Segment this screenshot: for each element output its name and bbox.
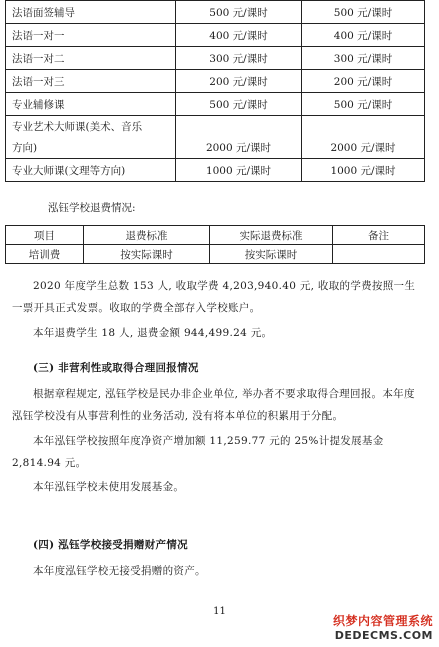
paragraph-development-fund: 本年泓钰学校按照年度净资产增加额 11,259.77 元的 25%计提发展基金 2,814.94 元。 xyxy=(12,435,384,469)
paragraph-fund-usage: 本年泓钰学校未使用发展基金。 xyxy=(33,481,185,493)
watermark xyxy=(333,612,433,642)
actual-fee: 500 元/课时 xyxy=(302,93,425,116)
table-cell: 按实际课时 xyxy=(210,245,333,264)
actual-fee: 1000 元/课时 xyxy=(302,159,425,182)
refund-table xyxy=(5,225,425,264)
column-header: 备注 xyxy=(333,226,425,245)
actual-fee: 2000 元/课时 xyxy=(302,137,425,159)
course-name: 专业辅修课 xyxy=(6,93,176,116)
table-cell: 培训费 xyxy=(6,245,84,264)
course-name: 法语一对一 xyxy=(6,24,176,47)
fee-standard: 1000 元/课时 xyxy=(176,159,302,182)
paragraph-refunds: 本年退费学生 18 人, 退费金额 944,499.24 元。 xyxy=(33,327,273,339)
paragraph-nonprofit: 根据章程规定, 泓钰学校是民办非企业单位, 举办者不要求取得合理回报。本年度泓钰学校没有从事营利性的业务活动, 没有将本单位的积累用于分配。 xyxy=(12,388,415,422)
table-row xyxy=(6,1,425,24)
actual-fee: 200 元/课时 xyxy=(302,70,425,93)
paragraph-students-fees: 2020 年度学生总数 153 人, 收取学费 4,203,940.40 元, 收取的学费按照一生一票开具正式发票。收取的学费全部存入学校账户。 xyxy=(12,280,416,314)
table-row xyxy=(6,159,425,182)
table-cell xyxy=(333,245,425,264)
section-heading-3: (三) 非营利性或取得合理回报情况 xyxy=(33,362,199,374)
column-header: 项目 xyxy=(6,226,84,245)
table-row xyxy=(6,93,425,116)
course-name: 专业大师课(文理等方向) xyxy=(6,159,176,182)
course-name-line2: 方向) xyxy=(6,137,176,159)
actual-fee: 400 元/课时 xyxy=(302,24,425,47)
table-row xyxy=(6,70,425,93)
table-row xyxy=(6,116,425,138)
paragraph-donations: 本年度泓钰学校无接受捐赠的资产。 xyxy=(33,565,206,577)
watermark-en: DEDECMS.COM xyxy=(334,629,433,642)
course-name: 法语面签辅导 xyxy=(6,1,176,24)
table-header-row xyxy=(6,226,425,245)
table-row xyxy=(6,137,425,159)
course-name: 法语一对二 xyxy=(6,47,176,70)
fee-standard: 200 元/课时 xyxy=(176,70,302,93)
table-row xyxy=(6,24,425,47)
fee-standard: 300 元/课时 xyxy=(176,47,302,70)
course-name-line1: 专业艺术大师课(美术、音乐 xyxy=(6,116,176,138)
fee-standard: 500 元/课时 xyxy=(176,1,302,24)
actual-fee: 500 元/课时 xyxy=(302,1,425,24)
fee-standard: 400 元/课时 xyxy=(176,24,302,47)
column-header: 实际退费标准 xyxy=(210,226,333,245)
fee-standard: 500 元/课时 xyxy=(176,93,302,116)
table-row xyxy=(6,47,425,70)
fee-standard: 2000 元/课时 xyxy=(176,137,302,159)
watermark-cn: 织梦内容管理系统 xyxy=(332,614,433,628)
table-row xyxy=(6,245,425,264)
refund-intro: 泓钰学校退费情况: xyxy=(48,202,136,214)
column-header: 退费标准 xyxy=(84,226,210,245)
table-cell: 按实际课时 xyxy=(84,245,210,264)
section-heading-4: (四) 泓钰学校接受捐赠财产情况 xyxy=(33,539,188,551)
actual-fee: 300 元/课时 xyxy=(302,47,425,70)
course-name: 法语一对三 xyxy=(6,70,176,93)
fee-table xyxy=(5,0,425,182)
page-number: 11 xyxy=(213,606,226,617)
